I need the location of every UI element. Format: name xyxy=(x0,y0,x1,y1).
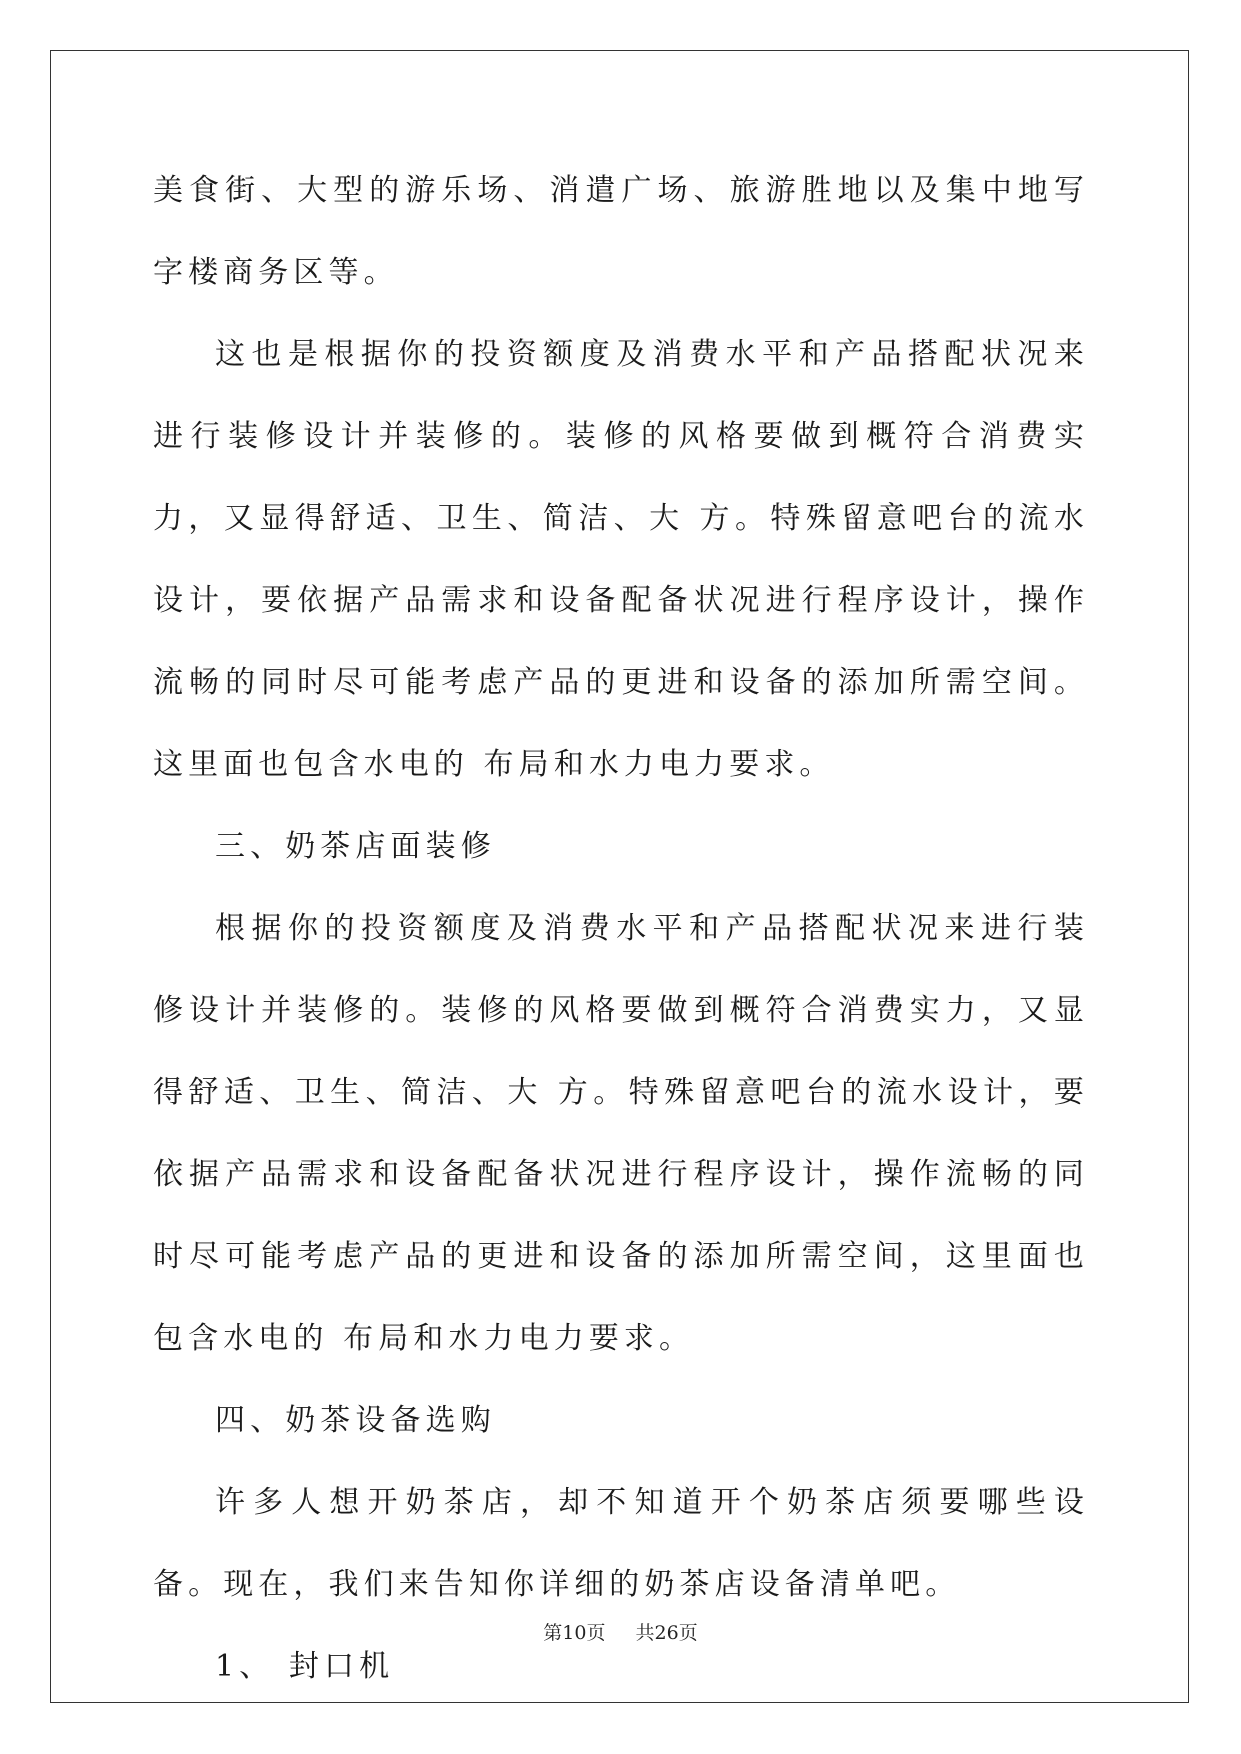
paragraph-4: 根据你的投资额度及消费水平和产品搭配状况来进行装修设计并装修的。装修的风格要做到概符合消费实力，又显得舒适、卫生、简洁、大 方。特殊留意吧台的流水设计，要依据产品需求和设备配备状况进行程序设计，操作流畅的同时尽可能考虑产品的更进和设备的添加所需空间，这里面也包含水电的 布局和水力电力要求。 xyxy=(153,911,1089,1356)
paragraph-2: 这也是根据你的投资额度及消费水平和产品搭配状况来进行装修设计并装修的。装修的风格要做到概符合消费实力，又显得舒适、卫生、简洁、大 方。特殊留意吧台的流水设计，要依据产品需求和设备配备状况进行程序设计，操作流畅的同时尽可能考虑产品的更进和设备的添加所需空间。这里面也包含水电的 布局和水力电力要求。 xyxy=(153,337,1089,782)
page-footer xyxy=(0,1620,1241,1646)
paragraph-6: 许多人想开奶茶店，却不知道开个奶茶店须要哪些设备。现在，我们来告知你详细的奶茶店设备清单吧。 xyxy=(153,1485,1089,1602)
paragraph-1: 美食街、大型的游乐场、消遣广场、旅游胜地以及集中地写字楼商务区等。 xyxy=(153,173,1089,290)
page-total: 共26页 xyxy=(635,1622,698,1644)
section-heading-3: 三、奶茶店面装修 xyxy=(215,829,496,864)
document-body xyxy=(153,150,1089,1708)
page-number: 第10页 xyxy=(543,1622,606,1644)
section-heading-4: 四、奶茶设备选购 xyxy=(215,1403,496,1438)
list-item-1: 1、 封口机 xyxy=(215,1649,395,1684)
